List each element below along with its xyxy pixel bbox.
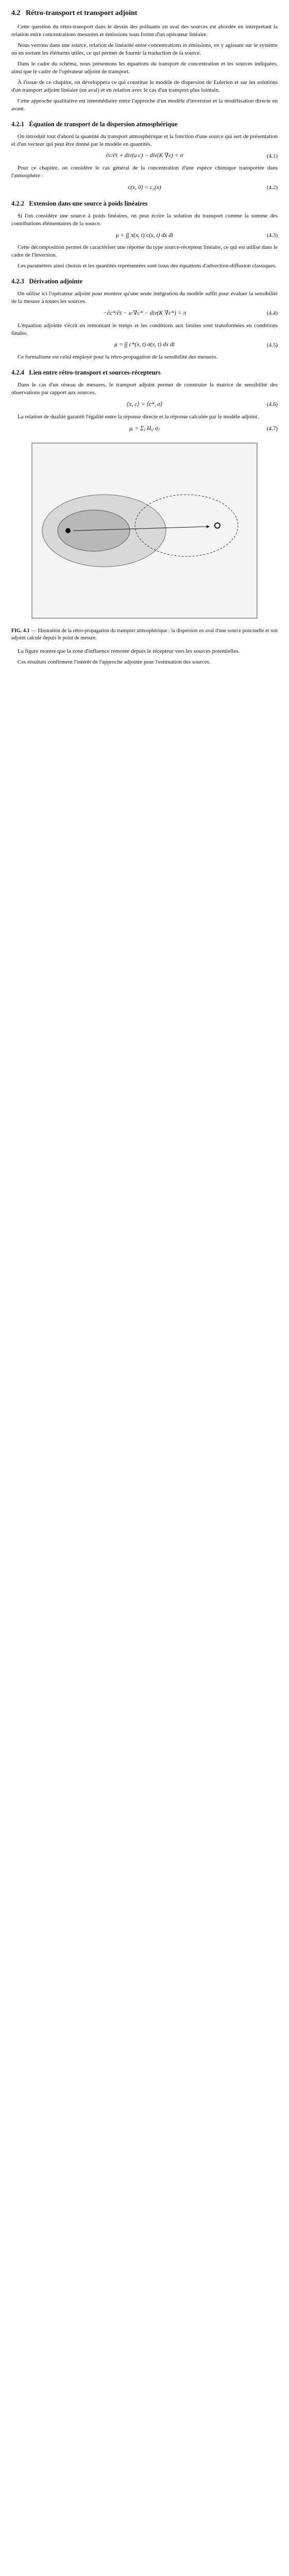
subsection-heading-4 (11, 368, 278, 377)
equation-1-body: ∂c/∂t + div(u c) − div(K ∇c) = σ (106, 152, 183, 159)
equation-2-body: c(x, 0) = c₀(x) (128, 184, 161, 191)
figure-4-1 (11, 438, 278, 623)
subsection-heading-1 (11, 120, 278, 129)
section-number: 4.2 (11, 9, 21, 17)
closing-paragraph-1: La figure montre que la zone d'influence remonte depuis le récepteur vers les sources potentielles. (18, 648, 240, 655)
figure-caption-label: FIG. 4.1 (11, 628, 30, 634)
equation-1-number: (4.1) (266, 152, 278, 159)
section-heading (11, 8, 278, 18)
subsection-title-2: Extension dans une source à poids linéaires (29, 199, 148, 207)
sub1-paragraph-2: Pour ce chapitre, on considère le cas général de la concentration d'une espèce chimique transportée dans l'atmosphère : (11, 165, 278, 179)
subsection-number-4: 4.2.4 (11, 369, 24, 377)
equation-6-body: ⟨π, c⟩ = ⟨c*, σ⟩ (126, 401, 163, 408)
sub3-paragraph-3: Ce formalisme est celui employé pour la rétro-propagation de la sensibilité des mesures. (18, 354, 218, 361)
equation-3-body: μ = ∫∫ π(x, t) c(x, t) dx dt (115, 232, 174, 239)
figure-illustration (11, 438, 278, 623)
sub3-paragraph-2: L'équation adjointe s'écrit en remontant le temps et les conditions aux limites sont transformées en conditions finales. (11, 322, 278, 336)
subsection-number-3: 4.2.3 (11, 278, 24, 285)
equation-4-number: (4.4) (266, 310, 278, 317)
document-page (0, 0, 289, 679)
equation-4 (11, 310, 278, 318)
equation-3 (11, 232, 278, 240)
equation-6 (11, 401, 278, 409)
intro-paragraph-1: Cette question du rétro-transport dans le dessin des polluants en aval des sources est abordée en interprétant la relation entre concentrations mesurées et émissions sous forme d'un opérateur linéaire. (11, 24, 278, 38)
subsection-title-3: Dérivation adjointe (29, 278, 83, 285)
section-title: Rétro-transport et transport adjoint (26, 9, 138, 17)
equation-2-number: (4.2) (266, 184, 278, 191)
subsection-title-1: Équation de transport de la dispersion atmosphérique (29, 120, 178, 128)
equation-7 (11, 425, 278, 433)
equation-4-body: −∂c*/∂t − u·∇c* − div(K ∇c*) = π (103, 310, 186, 316)
subsection-number-2: 4.2.2 (11, 199, 24, 207)
subsection-heading-3 (11, 277, 278, 286)
figure-caption: FIG. 4.1 — Illustration de la rétro-propagation du transport atmosphérique : la dispersion en aval d'une source ponctuelle et son adjoint calculé depuis le point de mesure. (11, 628, 278, 641)
subsection-title-4: Lien entre rétro-transport et sources-récepteurs (29, 369, 161, 377)
intro-paragraph-3: Dans le cadre du schéma, nous présentons les équations du transport de concentration et les sources indiquées, ainsi que le cadre de l'opérateur adjoint de transport. (11, 60, 278, 75)
equation-6-number: (4.6) (266, 401, 278, 408)
sub1-paragraph-1: On introduit tout d'abord la quantité du transport atmosphérique et la fonction d'une source qui sert de présentation et d'un vecteur qui peut être donné par le modèle en quantités. (11, 133, 278, 147)
sub2-paragraph-2: Cette décomposition permet de caractériser une réponse du type source-récepteur linéaire, ce qui est utilisé dans le cadre de l'inversion. (11, 244, 278, 259)
closing-paragraph-2: Ces résultats confirment l'intérêt de l'approche adjointe pour l'estimation des sources. (18, 659, 211, 666)
sub2-paragraph-3: Les paramètres ainsi choisis et les quantités représentées sont issus des équations d'advection-diffusion classiques. (18, 263, 277, 269)
equation-1 (11, 152, 278, 160)
sub3-paragraph-1: On utilise ici l'opérateur adjoint pour montrer qu'une seule intégration du modèle suffit pour évaluer la sensibilité de la mesure à toutes les sources. (11, 291, 278, 304)
equation-7-number: (4.7) (266, 425, 278, 432)
equation-7-body: μᵢ = Σⱼ Hᵢⱼ σⱼ (129, 425, 160, 432)
equation-5-number: (4.5) (266, 342, 278, 348)
subsection-heading-2 (11, 199, 278, 208)
source-marker (65, 528, 71, 533)
subsection-number-1: 4.2.1 (11, 120, 24, 128)
figure-caption-text: Illustration de la rétro-propagation du transport atmosphérique : la dispersion en aval d'une source ponctuelle et son adjoint calculé depuis le point de mesure. (11, 628, 278, 641)
intro-paragraph-5: Cette approche qualitative est intermédiaire entre l'approche d'un modèle d'inversion et la modélisation directe en avant. (11, 97, 278, 112)
intro-paragraph-4: À l'issue de ce chapitre, on développera ce qui constitue le modèle de dispersion de Eulerien et sur les solutions d'un transport adjoint linéaire (en aval) et en relation avec le cas d'un transport plus lointain. (11, 79, 278, 93)
sub2-paragraph-1: Si l'on considère une source à poids linéaires, on peut écrire la solution du transport comme la somme des contributions élémentaires de la source. (11, 212, 278, 227)
intro-paragraph-2: Nous verrons dans une source, relation de linéarité entre concentrations et émissions, en y agissant sur le système ou en sortant les éléments utiles, ce qui permet de fournir la traduction de la source. (11, 42, 278, 56)
equation-5-body: μ = ∫∫ c*(x, t) σ(x, t) dx dt (114, 342, 175, 348)
receptor-marker (215, 523, 220, 528)
equation-3-number: (4.3) (266, 232, 278, 239)
sub4-paragraph-1: Dans le cas d'un réseau de mesures, le transport adjoint permet de construire la matrice de sensibilité des observations par rapport aux sources. (11, 382, 278, 396)
equation-5 (11, 341, 278, 349)
equation-2 (11, 184, 278, 192)
sub4-paragraph-2: La relation de dualité garantit l'égalité entre la réponse directe et la réponse calculée par le modèle adjoint. (18, 413, 259, 420)
